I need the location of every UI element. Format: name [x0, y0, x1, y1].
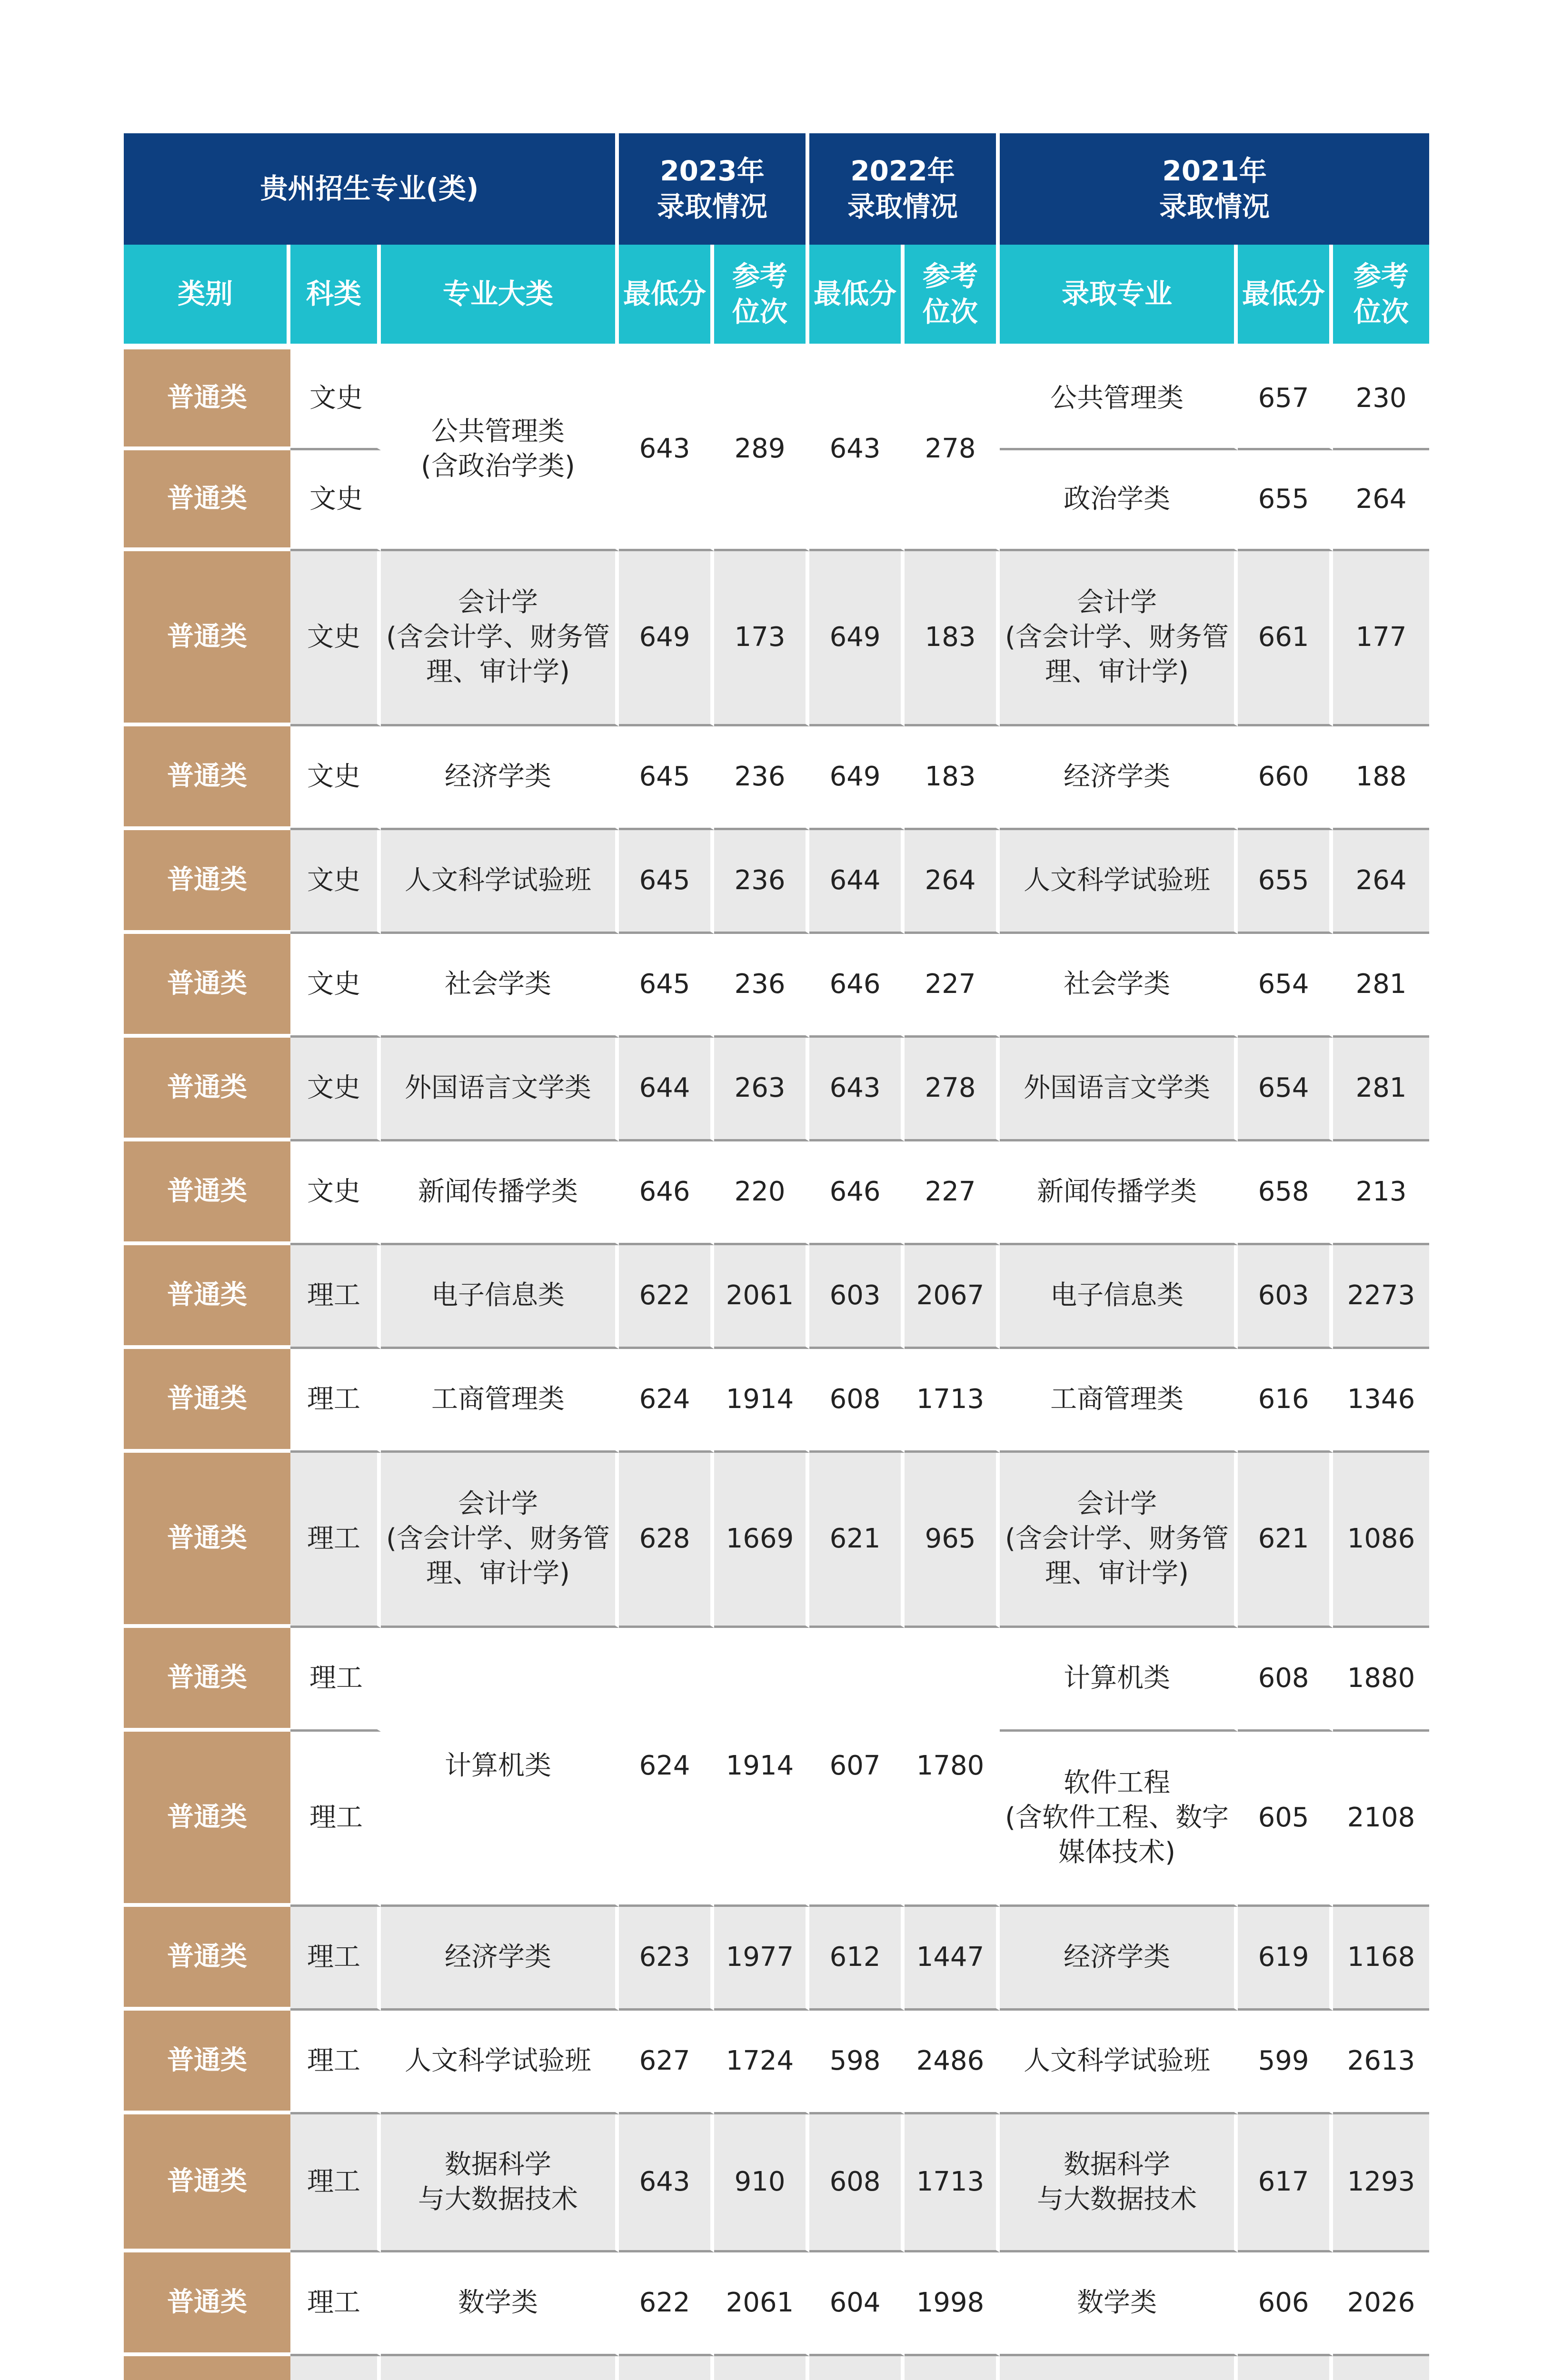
subject-cell: 文史	[290, 551, 381, 726]
subject-cell: 文史	[290, 450, 381, 551]
subject-cell: 理工	[290, 1245, 381, 1349]
major-cell: 人文科学试验班	[381, 830, 619, 934]
major-cell: 数据科学 与大数据技术	[381, 2114, 619, 2252]
table-row	[124, 1038, 1429, 1141]
admit-major-2021-cell: 社会学类	[1000, 934, 1238, 1038]
score-2023-cell: 645	[619, 830, 714, 934]
header-row-years	[124, 133, 1429, 245]
rank-2021-cell: 1168	[1333, 1907, 1429, 2011]
rank-2021-cell: 281	[1333, 1038, 1429, 1141]
rank-2023-cell: 236	[714, 726, 809, 830]
header-2022: 2022年 录取情况	[809, 133, 1000, 245]
admit-major-2021-cell: 新闻传播学类	[1000, 1141, 1238, 1245]
table-row	[124, 1628, 1429, 1732]
subject-cell: 理工	[290, 1732, 381, 1907]
subject-cell: 文史	[290, 1141, 381, 1245]
col-min-score-2023: 最低分	[619, 245, 714, 344]
subject-cell: 理工	[290, 1907, 381, 2011]
table-row	[124, 2252, 1429, 2356]
subject-cell: 文史	[290, 349, 381, 450]
score-2021-cell: 606	[1238, 2252, 1333, 2356]
category-cell: 普通类	[124, 1038, 290, 1141]
score-2023-cell	[619, 2356, 714, 2380]
admission-table-sheet	[124, 133, 1429, 2380]
admit-major-2021-cell: 外国语言文学类	[1000, 1038, 1238, 1141]
subject-cell: 文史	[290, 934, 381, 1038]
col-admit-major-2021: 录取专业	[1000, 245, 1238, 344]
col-category: 类别	[124, 245, 290, 344]
table-row	[124, 1245, 1429, 1349]
rank-2023-cell: 173	[714, 551, 809, 726]
score-2021-cell: 616	[1238, 1349, 1333, 1453]
score-2021-cell: 619	[1238, 1907, 1333, 2011]
admit-major-2021-cell: 会计学 (含会计学、财务管理、审计学)	[1000, 551, 1238, 726]
score-2023-cell: 624	[619, 1628, 714, 1907]
score-2022-cell: 646	[809, 1141, 905, 1245]
category-cell: 普通类	[124, 551, 290, 726]
major-cell: 人文科学试验班	[381, 2011, 619, 2114]
category-cell: 普通类	[124, 1349, 290, 1453]
admit-major-2021-cell: 软件工程 (含软件工程、数字媒体技术)	[1000, 1732, 1238, 1907]
header-2023: 2023年 录取情况	[619, 133, 809, 245]
score-2023-cell: 643	[619, 2114, 714, 2252]
score-2023-cell: 644	[619, 1038, 714, 1141]
subject-cell: 理工	[290, 2011, 381, 2114]
major-cell: 工商管理类	[381, 1349, 619, 1453]
table-row	[124, 2356, 1429, 2380]
table-row	[124, 830, 1429, 934]
rank-2023-cell: 2061	[714, 1245, 809, 1349]
subject-cell: 理工	[290, 1628, 381, 1732]
admit-major-2021-cell: 工商管理类	[1000, 1349, 1238, 1453]
rank-2023-cell: 1914	[714, 1628, 809, 1907]
major-cell: 会计学 (含会计学、财务管理、审计学)	[381, 1453, 619, 1628]
col-rank-2023: 参考 位次	[714, 245, 809, 344]
score-2021-cell: 655	[1238, 450, 1333, 551]
score-2021-cell: 657	[1238, 349, 1333, 450]
score-2021-cell: 621	[1238, 1453, 1333, 1628]
col-rank-2021: 参考 位次	[1333, 245, 1429, 344]
category-cell: 普通类	[124, 934, 290, 1038]
col-min-score-2021: 最低分	[1238, 245, 1333, 344]
score-2022-cell: 649	[809, 726, 905, 830]
table-row	[124, 2011, 1429, 2114]
score-2021-cell	[1238, 2356, 1333, 2380]
score-2023-cell: 622	[619, 2252, 714, 2356]
table-row	[124, 551, 1429, 726]
admit-major-2021-cell: 人文科学试验班	[1000, 830, 1238, 934]
major-cell: 电子信息类	[381, 1245, 619, 1349]
rank-2022-cell: 2486	[905, 2011, 1000, 2114]
rank-2022-cell: 264	[905, 830, 1000, 934]
subject-cell	[290, 2356, 381, 2380]
score-2021-cell: 655	[1238, 830, 1333, 934]
admit-major-2021-cell: 经济学类	[1000, 726, 1238, 830]
rank-2023-cell: 2061	[714, 2252, 809, 2356]
table-row	[124, 349, 1429, 450]
major-cell: 经济学类	[381, 1907, 619, 2011]
score-2021-cell: 603	[1238, 1245, 1333, 1349]
score-2023-cell: 622	[619, 1245, 714, 1349]
admit-major-2021-cell: 电子信息类	[1000, 1245, 1238, 1349]
rank-2022-cell: 2067	[905, 1245, 1000, 1349]
score-2022-cell: 607	[809, 1628, 905, 1907]
major-cell: 会计学 (含会计学、财务管理、审计学)	[381, 551, 619, 726]
admission-table	[124, 133, 1429, 2380]
rank-2022-cell: 278	[905, 349, 1000, 551]
major-cell	[381, 2356, 619, 2380]
score-2022-cell: 643	[809, 349, 905, 551]
score-2022-cell: 646	[809, 934, 905, 1038]
rank-2023-cell	[714, 2356, 809, 2380]
score-2022-cell	[809, 2356, 905, 2380]
major-cell: 经济学类	[381, 726, 619, 830]
rank-2023-cell: 289	[714, 349, 809, 551]
rank-2021-cell: 230	[1333, 349, 1429, 450]
category-cell: 普通类	[124, 830, 290, 934]
admit-major-2021-cell: 计算机类	[1000, 1628, 1238, 1732]
score-2023-cell: 624	[619, 1349, 714, 1453]
col-min-score-2022: 最低分	[809, 245, 905, 344]
score-2023-cell: 649	[619, 551, 714, 726]
admit-major-2021-cell: 会计学 (含会计学、财务管理、审计学)	[1000, 1453, 1238, 1628]
score-2021-cell: 605	[1238, 1732, 1333, 1907]
table-row	[124, 934, 1429, 1038]
admit-major-2021-cell: 经济学类	[1000, 1907, 1238, 2011]
subject-cell: 文史	[290, 830, 381, 934]
category-cell	[124, 2356, 290, 2380]
rank-2023-cell: 220	[714, 1141, 809, 1245]
score-2022-cell: 598	[809, 2011, 905, 2114]
category-cell: 普通类	[124, 1141, 290, 1245]
table-row	[124, 1907, 1429, 2011]
rank-2023-cell: 236	[714, 830, 809, 934]
category-cell: 普通类	[124, 1732, 290, 1907]
category-cell: 普通类	[124, 1907, 290, 2011]
rank-2021-cell: 1346	[1333, 1349, 1429, 1453]
score-2023-cell: 643	[619, 349, 714, 551]
score-2022-cell: 643	[809, 1038, 905, 1141]
score-2023-cell: 645	[619, 934, 714, 1038]
subject-cell: 理工	[290, 1453, 381, 1628]
score-2021-cell: 599	[1238, 2011, 1333, 2114]
subject-cell: 理工	[290, 1349, 381, 1453]
score-2022-cell: 608	[809, 2114, 905, 2252]
rank-2022-cell: 1713	[905, 2114, 1000, 2252]
header-row-columns	[124, 245, 1429, 344]
rank-2021-cell: 213	[1333, 1141, 1429, 1245]
score-2021-cell: 654	[1238, 934, 1333, 1038]
rank-2021-cell: 177	[1333, 551, 1429, 726]
rank-2022-cell	[905, 2356, 1000, 2380]
table-row	[124, 2114, 1429, 2252]
score-2021-cell: 654	[1238, 1038, 1333, 1141]
score-2021-cell: 661	[1238, 551, 1333, 726]
rank-2022-cell: 1447	[905, 1907, 1000, 2011]
score-2022-cell: 612	[809, 1907, 905, 2011]
rank-2023-cell: 236	[714, 934, 809, 1038]
rank-2022-cell: 1780	[905, 1628, 1000, 1907]
rank-2023-cell: 263	[714, 1038, 809, 1141]
score-2023-cell: 628	[619, 1453, 714, 1628]
subject-cell: 文史	[290, 1038, 381, 1141]
rank-2021-cell: 2273	[1333, 1245, 1429, 1349]
admit-major-2021-cell: 数据科学 与大数据技术	[1000, 2114, 1238, 2252]
admit-major-2021-cell: 人文科学试验班	[1000, 2011, 1238, 2114]
rank-2021-cell: 188	[1333, 726, 1429, 830]
rank-2021-cell: 264	[1333, 830, 1429, 934]
rank-2022-cell: 227	[905, 1141, 1000, 1245]
score-2022-cell: 644	[809, 830, 905, 934]
score-2022-cell: 608	[809, 1349, 905, 1453]
major-cell: 新闻传播学类	[381, 1141, 619, 1245]
table-row	[124, 1349, 1429, 1453]
score-2022-cell: 604	[809, 2252, 905, 2356]
rank-2021-cell: 1086	[1333, 1453, 1429, 1628]
admit-major-2021-cell: 公共管理类	[1000, 349, 1238, 450]
rank-2023-cell: 1914	[714, 1349, 809, 1453]
rank-2022-cell: 183	[905, 726, 1000, 830]
admit-major-2021-cell: 数学类	[1000, 2252, 1238, 2356]
rank-2021-cell: 264	[1333, 450, 1429, 551]
category-cell: 普通类	[124, 2011, 290, 2114]
col-rank-2022: 参考 位次	[905, 245, 1000, 344]
category-cell: 普通类	[124, 1453, 290, 1628]
major-cell: 外国语言文学类	[381, 1038, 619, 1141]
rank-2022-cell: 278	[905, 1038, 1000, 1141]
admit-major-2021-cell: 政治学类	[1000, 450, 1238, 551]
score-2023-cell: 645	[619, 726, 714, 830]
major-cell: 社会学类	[381, 934, 619, 1038]
category-cell: 普通类	[124, 450, 290, 551]
rank-2021-cell	[1333, 2356, 1429, 2380]
score-2023-cell: 646	[619, 1141, 714, 1245]
major-cell: 数学类	[381, 2252, 619, 2356]
score-2021-cell: 660	[1238, 726, 1333, 830]
rank-2022-cell: 1998	[905, 2252, 1000, 2356]
col-major: 专业大类	[381, 245, 619, 344]
category-cell: 普通类	[124, 1245, 290, 1349]
rank-2021-cell: 1293	[1333, 2114, 1429, 2252]
rank-2022-cell: 183	[905, 551, 1000, 726]
category-cell: 普通类	[124, 349, 290, 450]
rank-2021-cell: 2026	[1333, 2252, 1429, 2356]
score-2022-cell: 649	[809, 551, 905, 726]
rank-2021-cell: 281	[1333, 934, 1429, 1038]
table-row	[124, 1453, 1429, 1628]
table-row	[124, 726, 1429, 830]
rank-2022-cell: 965	[905, 1453, 1000, 1628]
subject-cell: 文史	[290, 726, 381, 830]
score-2023-cell: 627	[619, 2011, 714, 2114]
rank-2023-cell: 1724	[714, 2011, 809, 2114]
table-row	[124, 1141, 1429, 1245]
rank-2022-cell: 1713	[905, 1349, 1000, 1453]
category-cell: 普通类	[124, 2252, 290, 2356]
rank-2023-cell: 1669	[714, 1453, 809, 1628]
major-cell: 计算机类	[381, 1628, 619, 1907]
rank-2021-cell: 1880	[1333, 1628, 1429, 1732]
rank-2023-cell: 1977	[714, 1907, 809, 2011]
header-2021: 2021年 录取情况	[1000, 133, 1429, 245]
rank-2021-cell: 2613	[1333, 2011, 1429, 2114]
score-2022-cell: 603	[809, 1245, 905, 1349]
category-cell: 普通类	[124, 1628, 290, 1732]
col-subject: 科类	[290, 245, 381, 344]
major-cell: 公共管理类 (含政治学类)	[381, 349, 619, 551]
score-2021-cell: 608	[1238, 1628, 1333, 1732]
category-cell: 普通类	[124, 726, 290, 830]
category-cell: 普通类	[124, 2114, 290, 2252]
subject-cell: 理工	[290, 2114, 381, 2252]
score-2022-cell: 621	[809, 1453, 905, 1628]
score-2021-cell: 658	[1238, 1141, 1333, 1245]
rank-2022-cell: 227	[905, 934, 1000, 1038]
admit-major-2021-cell	[1000, 2356, 1238, 2380]
subject-cell: 理工	[290, 2252, 381, 2356]
score-2023-cell: 623	[619, 1907, 714, 2011]
rank-2023-cell: 910	[714, 2114, 809, 2252]
rank-2021-cell: 2108	[1333, 1732, 1429, 1907]
score-2021-cell: 617	[1238, 2114, 1333, 2252]
header-group: 贵州招生专业(类)	[124, 133, 619, 245]
